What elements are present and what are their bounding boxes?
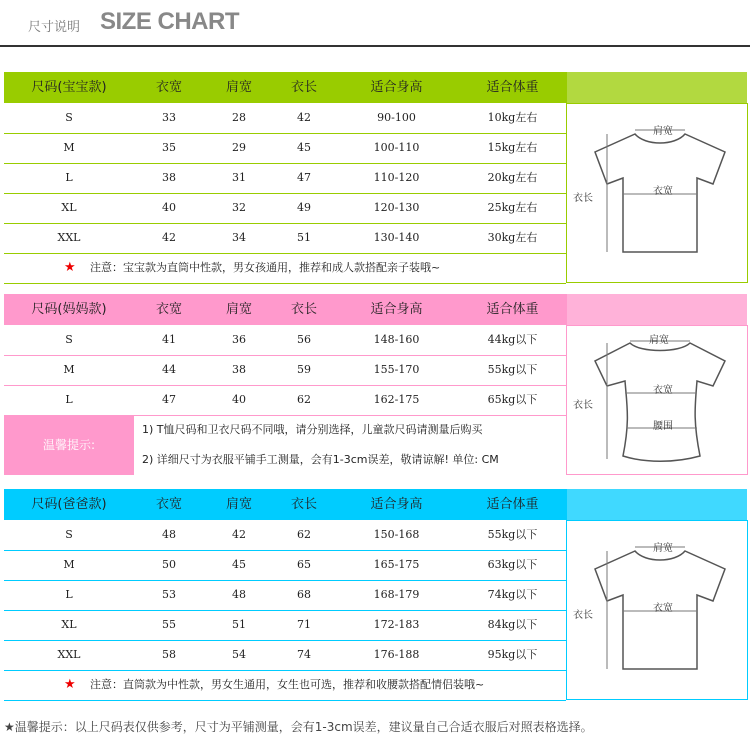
star-icon: ★	[64, 677, 76, 692]
header-divider	[0, 45, 750, 47]
tips-line: 1) T恤尺码和卫衣尺码不同哦，请分别选择，儿童款尺码请测量后购买	[142, 423, 483, 436]
col-header-size: 尺码(妈妈款)	[31, 302, 107, 317]
table-row	[4, 223, 566, 254]
table-cell: 130-140	[373, 231, 420, 244]
table-row	[4, 610, 566, 641]
table-cell: 148-160	[373, 333, 420, 346]
table-cell: 95kg以下	[487, 648, 538, 661]
table-cell: XL	[61, 201, 77, 214]
table-cell: 54	[232, 648, 246, 661]
table-cell: S	[65, 111, 73, 124]
label-width: 衣宽	[653, 186, 673, 197]
table-header	[4, 294, 747, 325]
table-cell: M	[63, 363, 75, 376]
table-cell: 168-179	[373, 588, 420, 601]
page-header	[0, 0, 750, 48]
table-cell: 62	[297, 393, 311, 406]
label-shoulder: 肩宽	[653, 543, 673, 554]
tshirt-image-box	[566, 520, 748, 700]
table-cell: 55kg以下	[487, 363, 538, 376]
table-cell: 68	[297, 588, 311, 601]
table-cell: 65kg以下	[487, 393, 538, 406]
table-cell: 42	[232, 528, 246, 541]
label-width: 衣宽	[653, 603, 673, 614]
tshirt-wrap	[585, 331, 735, 475]
table-cell: 65	[297, 558, 311, 571]
col-header: 肩宽	[225, 302, 252, 317]
table-cell: 31	[232, 171, 246, 184]
size-table-baby	[4, 72, 747, 286]
label-length: 衣长	[573, 400, 593, 411]
col-header: 适合体重	[486, 80, 539, 95]
table-cell: S	[65, 333, 73, 346]
table-cell: 44	[162, 363, 176, 376]
table-cell: 59	[297, 363, 311, 376]
table-cell: 48	[162, 528, 176, 541]
table-row	[4, 640, 566, 671]
table-cell: S	[65, 528, 73, 541]
note-row	[4, 670, 566, 701]
table-cell: 110-120	[373, 171, 420, 184]
col-header: 适合身高	[370, 497, 423, 512]
table-row	[4, 193, 566, 224]
col-header: 衣宽	[155, 497, 182, 512]
table-row	[4, 520, 566, 551]
header-image-cell	[567, 72, 747, 103]
table-cell: L	[65, 393, 73, 406]
col-header: 肩宽	[225, 497, 252, 512]
table-cell: 51	[297, 231, 311, 244]
table-cell: 155-170	[373, 363, 420, 376]
table-cell: 162-175	[373, 393, 420, 406]
table-cell: 56	[297, 333, 311, 346]
table-cell: 38	[162, 171, 176, 184]
table-cell: 40	[162, 201, 176, 214]
tips-label: 温馨提示:	[4, 415, 134, 475]
table-cell: 71	[297, 618, 311, 631]
table-cell: 36	[232, 333, 246, 346]
table-cell: M	[63, 558, 75, 571]
table-cell: 58	[162, 648, 176, 661]
table-cell: 165-175	[373, 558, 420, 571]
table-cell: 49	[297, 201, 311, 214]
table-row	[4, 133, 566, 164]
table-cell: 30kg左右	[487, 231, 538, 244]
note-text: 注意：宝宝款为直筒中性款，男女孩通用，推荐和成人款搭配亲子装哦~	[90, 261, 441, 274]
table-cell: 50	[162, 558, 176, 571]
table-cell: 35	[162, 141, 176, 154]
table-cell: 20kg左右	[487, 171, 538, 184]
table-cell: 25kg左右	[487, 201, 538, 214]
table-row	[4, 550, 566, 581]
table-cell: XXL	[57, 648, 81, 661]
table-cell: L	[65, 588, 73, 601]
tshirt-diagram	[585, 331, 735, 471]
tshirt-image-box	[566, 103, 748, 283]
table-cell: 74	[297, 648, 311, 661]
col-header: 衣宽	[155, 80, 182, 95]
size-table-dad	[4, 489, 747, 705]
label-shoulder: 肩宽	[649, 335, 669, 346]
table-cell: 44kg以下	[487, 333, 538, 346]
table-cell: 45	[232, 558, 246, 571]
table-cell: 42	[162, 231, 176, 244]
table-cell: 63kg以下	[487, 558, 538, 571]
col-header: 适合身高	[370, 80, 423, 95]
table-row	[4, 355, 566, 386]
table-cell: 176-188	[373, 648, 420, 661]
table-cell: 33	[162, 111, 176, 124]
table-header	[4, 72, 747, 103]
table-cell: XXL	[57, 231, 81, 244]
table-cell: 38	[232, 363, 246, 376]
table-cell: 48	[232, 588, 246, 601]
table-cell: 51	[232, 618, 246, 631]
table-cell: 150-168	[373, 528, 420, 541]
col-header-size: 尺码(宝宝款)	[31, 80, 107, 95]
tips-line: 2) 详细尺寸为衣服平铺手工测量，会有1-3cm误差，敬请谅解! 单位: CM	[142, 453, 499, 466]
table-cell: 47	[297, 171, 311, 184]
col-header: 衣长	[290, 302, 317, 317]
col-header: 适合体重	[486, 302, 539, 317]
col-header: 肩宽	[225, 80, 252, 95]
table-cell: L	[65, 171, 73, 184]
tshirt-outline	[595, 343, 725, 461]
table-cell: 90-100	[377, 111, 416, 124]
table-cell: 55kg以下	[487, 528, 538, 541]
table-row	[4, 385, 566, 416]
table-row	[4, 103, 566, 134]
table-cell: 42	[297, 111, 311, 124]
table-cell: 84kg以下	[487, 618, 538, 631]
table-cell: 32	[232, 201, 246, 214]
table-cell: 172-183	[373, 618, 420, 631]
table-cell: 47	[162, 393, 176, 406]
col-header: 衣长	[290, 497, 317, 512]
header-image-cell	[567, 489, 747, 520]
table-cell: 40	[232, 393, 246, 406]
table-cell: 34	[232, 231, 246, 244]
note-text: 注意：直筒款为中性款，男女生通用，女生也可选，推荐和收腰款搭配情侣装哦~	[90, 678, 485, 691]
col-header-size: 尺码(爸爸款)	[31, 497, 107, 512]
col-header: 适合身高	[370, 302, 423, 317]
tshirt-image-box	[566, 325, 748, 475]
label-length: 衣长	[573, 610, 593, 621]
table-cell: 10kg左右	[487, 111, 538, 124]
footer-tip: ★温馨提示：以上尺码表仅供参考，尺寸为平铺测量，会有1-3cm误差，建议量自己合适衣服后对照表格选择。	[4, 720, 593, 734]
star-icon: ★	[64, 260, 76, 275]
table-cell: 41	[162, 333, 176, 346]
table-cell: 28	[232, 111, 246, 124]
note-row	[4, 253, 566, 284]
table-cell: 62	[297, 528, 311, 541]
table-cell: 15kg左右	[487, 141, 538, 154]
table-row	[4, 325, 566, 356]
col-header: 衣长	[290, 80, 317, 95]
table-cell: 120-130	[373, 201, 420, 214]
table-row	[4, 580, 566, 611]
label-width: 衣宽	[653, 385, 673, 396]
header-image-cell	[567, 294, 747, 325]
title-cn: 尺寸说明	[28, 20, 81, 35]
col-header: 衣宽	[155, 302, 182, 317]
label-shoulder: 肩宽	[653, 126, 673, 137]
table-cell: 74kg以下	[487, 588, 538, 601]
label-length: 衣长	[573, 193, 593, 204]
table-cell: 100-110	[373, 141, 420, 154]
size-table-mom	[4, 294, 747, 478]
table-row	[4, 163, 566, 194]
table-cell: 45	[297, 141, 311, 154]
table-cell: 53	[162, 588, 176, 601]
label-waist: 腰围	[653, 421, 673, 432]
table-cell: M	[63, 141, 75, 154]
table-cell: 55	[162, 618, 176, 631]
table-cell: 29	[232, 141, 246, 154]
table-header	[4, 489, 747, 520]
col-header: 适合体重	[486, 497, 539, 512]
title-en: SIZE CHART	[100, 8, 239, 35]
table-cell: XL	[61, 618, 77, 631]
